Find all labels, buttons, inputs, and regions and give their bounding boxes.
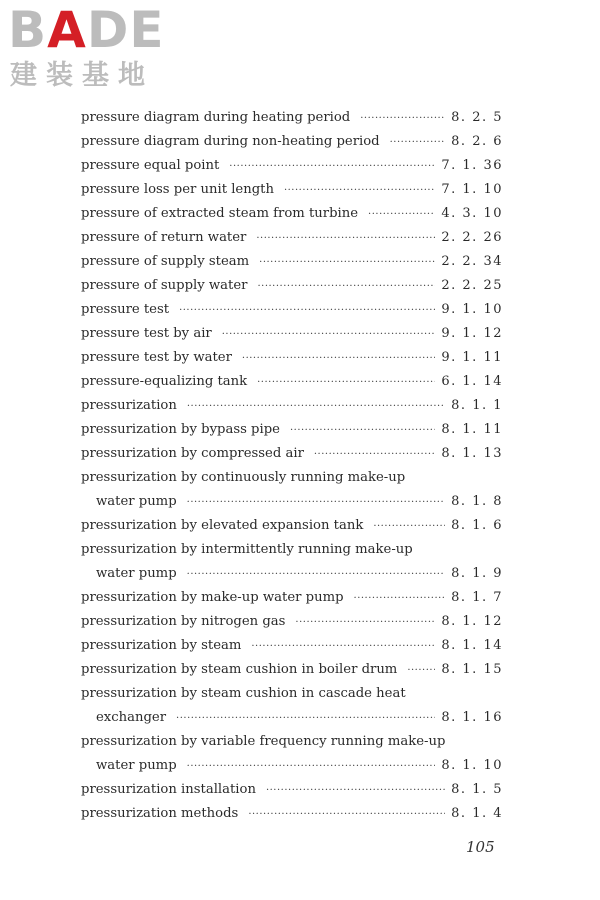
- dot-leader: [248, 803, 445, 827]
- index-reference: 8. 2. 6: [451, 134, 503, 149]
- index-entry: [81, 706, 503, 730]
- index-reference: 8. 1. 1: [451, 398, 503, 413]
- dot-leader: [373, 515, 445, 539]
- dot-leader: [187, 563, 446, 587]
- page-number: 105: [466, 838, 495, 856]
- dot-leader: [242, 347, 435, 371]
- index-term: pressurization by continuously running make-up: [81, 470, 406, 485]
- index-term: exchanger: [96, 710, 167, 725]
- index-entry: [81, 562, 503, 586]
- dot-leader: [368, 203, 435, 227]
- index-term: pressurization by compressed air: [81, 446, 304, 461]
- dot-leader: [257, 371, 435, 395]
- index-reference: 8. 1. 9: [451, 566, 503, 581]
- dot-leader: [179, 299, 435, 323]
- dot-leader: [290, 419, 435, 443]
- logo-chinese-text: 建装基地: [10, 60, 154, 91]
- logo-wordmark: [8, 1, 165, 59]
- index-reference: 2. 2. 34: [441, 254, 503, 269]
- index-entry: [81, 730, 503, 754]
- index-entry: [81, 346, 503, 370]
- index-term: pressure diagram during non-heating period: [81, 134, 380, 149]
- logo-letter-a: A: [47, 1, 87, 59]
- index-entry: [81, 130, 503, 154]
- index-reference: 9. 1. 12: [441, 326, 503, 341]
- index-term: water pump: [96, 566, 177, 581]
- dot-leader: [407, 659, 435, 683]
- index-reference: 4. 3. 10: [441, 206, 503, 221]
- index-entry: [81, 226, 503, 250]
- index-entry: [81, 586, 503, 610]
- index-term: pressure diagram during heating period: [81, 110, 351, 125]
- index-entry: [81, 634, 503, 658]
- index-entry: [81, 322, 503, 346]
- dot-leader: [222, 323, 436, 347]
- dot-leader: [295, 611, 435, 635]
- index-entry: [81, 442, 503, 466]
- index-term: pressure of supply steam: [81, 254, 250, 269]
- index-reference: 8. 1. 10: [441, 758, 503, 773]
- dot-leader: [354, 587, 446, 611]
- index-term: pressurization by steam cushion in cascade heat: [81, 686, 406, 701]
- index-term: water pump: [96, 758, 177, 773]
- dot-leader: [259, 251, 435, 275]
- index-entry: [81, 178, 503, 202]
- index-entry: [81, 370, 503, 394]
- dot-leader: [314, 443, 436, 467]
- index-reference: 9. 1. 10: [441, 302, 503, 317]
- dot-leader: [360, 107, 445, 131]
- index-term: pressure loss per unit length: [81, 182, 274, 197]
- index-term: water pump: [96, 494, 177, 509]
- index-reference: 8. 1. 6: [451, 518, 503, 533]
- index-term: pressurization by elevated expansion tank: [81, 518, 364, 533]
- index-entry: [81, 682, 503, 706]
- index-reference: 8. 1. 7: [451, 590, 503, 605]
- index-term: pressure test by air: [81, 326, 212, 341]
- index-term: pressure test: [81, 302, 170, 317]
- index-term: pressurization by steam: [81, 638, 242, 653]
- index-term: pressure of extracted steam from turbine: [81, 206, 359, 221]
- index-list: [81, 106, 503, 826]
- index-reference: 7. 1. 36: [441, 158, 503, 173]
- index-entry: [81, 514, 503, 538]
- index-entry: [81, 298, 503, 322]
- index-entry: [81, 538, 503, 562]
- dot-leader: [187, 491, 446, 515]
- index-entry: [81, 466, 503, 490]
- index-entry: [81, 490, 503, 514]
- dot-leader: [284, 179, 435, 203]
- index-term: pressurization by bypass pipe: [81, 422, 280, 437]
- index-term: pressurization by variable frequency running make-up: [81, 734, 446, 749]
- index-reference: 8. 1. 12: [441, 614, 503, 629]
- dot-leader: [257, 275, 435, 299]
- index-term: pressure equal point: [81, 158, 220, 173]
- index-reference: 8. 2. 5: [451, 110, 503, 125]
- index-term: pressurization by steam cushion in boiler drum: [81, 662, 398, 677]
- index-reference: 8. 1. 13: [441, 446, 503, 461]
- index-term: pressure-equalizing tank: [81, 374, 248, 389]
- index-term: pressure test by water: [81, 350, 232, 365]
- dot-leader: [266, 779, 445, 803]
- index-term: pressurization by nitrogen gas: [81, 614, 286, 629]
- logo-letters-de: DE: [86, 1, 165, 59]
- dot-leader: [229, 155, 435, 179]
- index-term: pressurization methods: [81, 806, 239, 821]
- dot-leader: [187, 755, 436, 779]
- index-reference: 8. 1. 8: [451, 494, 503, 509]
- index-term: pressure of supply water: [81, 278, 248, 293]
- index-reference: 8. 1. 5: [451, 782, 503, 797]
- index-entry: [81, 106, 503, 130]
- index-entry: [81, 202, 503, 226]
- dot-leader: [256, 227, 435, 251]
- index-reference: 7. 1. 10: [441, 182, 503, 197]
- index-reference: 8. 1. 14: [441, 638, 503, 653]
- index-term: pressurization: [81, 398, 177, 413]
- dot-leader: [176, 707, 435, 731]
- index-reference: 8. 1. 11: [441, 422, 503, 437]
- index-term: pressurization by make-up water pump: [81, 590, 344, 605]
- index-entry: [81, 394, 503, 418]
- dot-leader: [187, 395, 445, 419]
- index-reference: 2. 2. 25: [441, 278, 503, 293]
- index-entry: [81, 154, 503, 178]
- index-entry: [81, 802, 503, 826]
- index-term: pressurization by intermittently running make-up: [81, 542, 413, 557]
- logo-letter-b: B: [8, 1, 48, 59]
- index-entry: [81, 418, 503, 442]
- index-entry: [81, 754, 503, 778]
- index-reference: 8. 1. 16: [441, 710, 503, 725]
- index-entry: [81, 778, 503, 802]
- index-term: pressurization installation: [81, 782, 256, 797]
- index-reference: 2. 2. 26: [441, 230, 503, 245]
- bade-logo: [8, 1, 178, 96]
- index-entry: [81, 274, 503, 298]
- index-reference: 9. 1. 11: [441, 350, 503, 365]
- index-entry: [81, 250, 503, 274]
- dot-leader: [390, 131, 446, 155]
- index-entry: [81, 658, 503, 682]
- index-reference: 8. 1. 15: [441, 662, 503, 677]
- index-term: pressure of return water: [81, 230, 247, 245]
- dot-leader: [251, 635, 435, 659]
- index-reference: 8. 1. 4: [451, 806, 503, 821]
- index-entry: [81, 610, 503, 634]
- index-reference: 6. 1. 14: [441, 374, 503, 389]
